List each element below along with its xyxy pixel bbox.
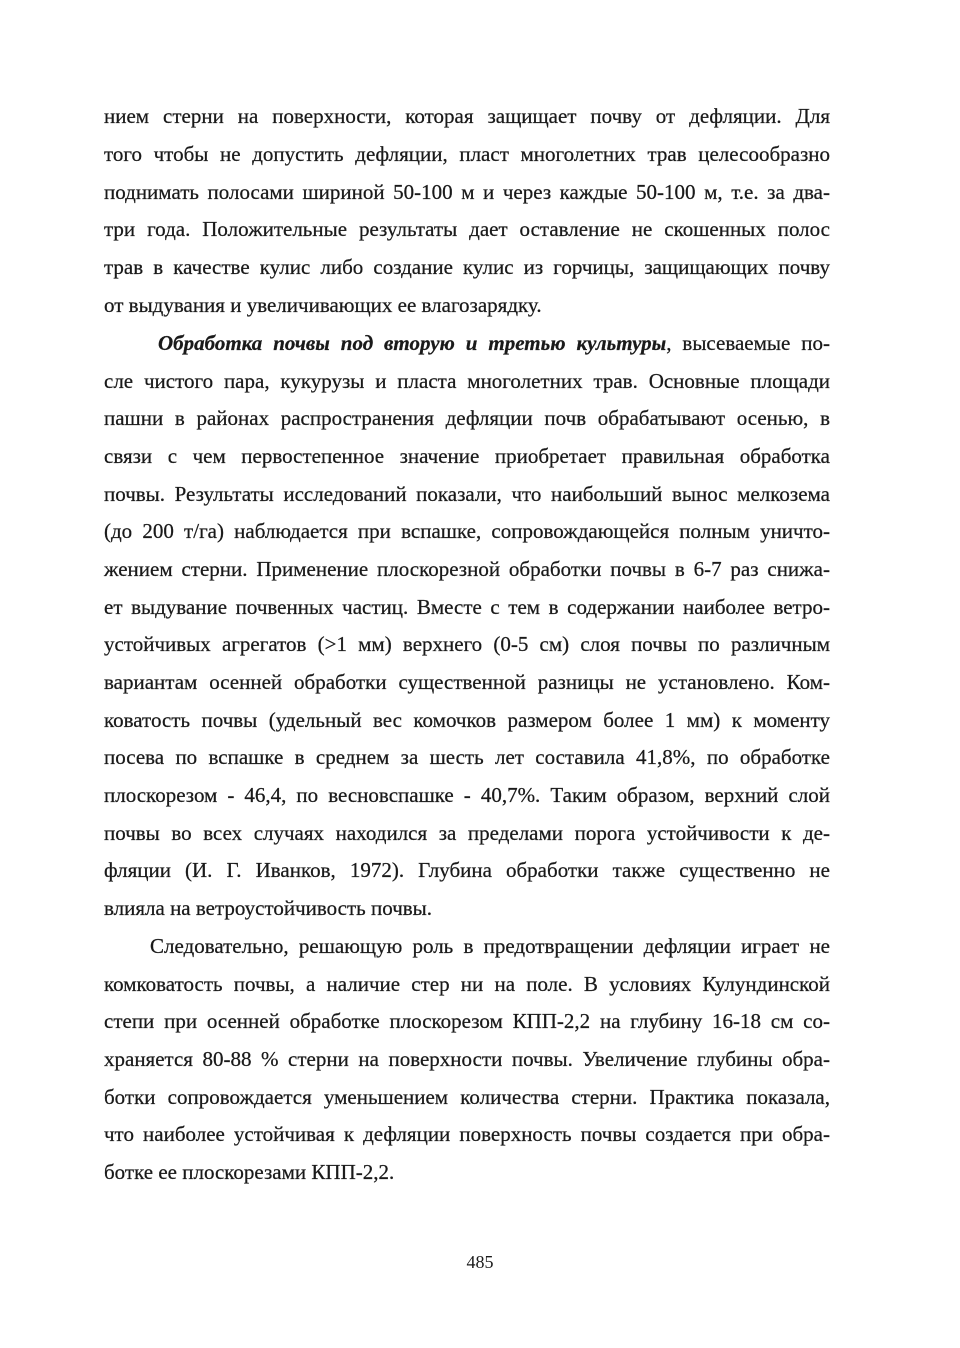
text-line: что наиболее устойчивая к дефляции поверхность почвы создается при обра-: [104, 1122, 830, 1146]
text-line: трав в качестве кулис либо создание кулис из горчицы, защищающих почву: [104, 255, 830, 279]
text-line: пашни в районах распространения дефляции почв обрабатывают осенью, в: [104, 406, 830, 430]
paragraph-first-line: Следовательно, решающую роль в предотвращении дефляции играет не: [150, 934, 830, 958]
text-line: ботке ее плоскорезами КПП-2,2.: [104, 1160, 395, 1184]
text-line: (до 200 т/га) наблюдается при вспашке, сопровождающейся полным уничто-: [104, 519, 830, 543]
text-line: фляции (И. Г. Иванков, 1972). Глубина обработки также существенно не: [104, 858, 830, 882]
text-fragment: , высеваемые по-: [666, 331, 831, 355]
text-line: от выдувания и увеличивающих ее влагозарядку.: [104, 293, 542, 317]
text-line: нием стерни на поверхности, которая защищает почву от дефляции. Для: [104, 104, 830, 128]
text-line: три года. Положительные результаты дает оставление не скошенных полос: [104, 217, 830, 241]
text-line: комковатость почвы, а наличие стер ни на поле. В условиях Кулундинской: [104, 972, 830, 996]
text-line: устойчивых агрегатов (>1 мм) верхнего (0-5 см) слоя почвы по различным: [104, 632, 830, 656]
text-line: почвы. Результаты исследований показали, что наибольший вынос мелкозема: [104, 482, 830, 506]
paragraph-first-line: [158, 330, 830, 356]
text-line: плоскорезом - 46,4, по весновспашке - 40,7%. Таким образом, верхний слой: [104, 783, 830, 807]
text-line: вариантам осенней обработки существенной разницы не установлено. Ком-: [104, 670, 830, 694]
text-line: почвы во всех случаях находился за пределами порога устойчивости к де-: [104, 821, 830, 845]
text-line: храняется 80-88 % стерни на поверхности почвы. Увеличение глубины обра-: [104, 1047, 830, 1071]
text-line: влияла на ветроустойчивость почвы.: [104, 896, 433, 920]
text-line: связи с чем первостепенное значение приобретает правильная обработка: [104, 444, 830, 468]
text-line: ботки сопровождается уменьшением количества стерни. Практика показала,: [104, 1085, 830, 1109]
text-line: ет выдувание почвенных частиц. Вместе с тем в содержании наиболее ветро-: [104, 595, 830, 619]
text-line: коватость почвы (удельный вес комочков размером более 1 мм) к моменту: [104, 708, 830, 732]
text-line: того чтобы не допустить дефляции, пласт многолетних трав целесообразно: [104, 142, 830, 166]
section-heading: Обработка почвы под вторую и третью культуры: [158, 331, 667, 355]
text-line: жением стерни. Применение плоскорезной обработки почвы в 6-7 раз снижа-: [104, 557, 830, 581]
text-line: степи при осенней обработке плоскорезом КПП-2,2 на глубину 16-18 см со-: [104, 1009, 830, 1033]
text-line: сле чистого пара, кукурузы и пласта многолетних трав. Основные площади: [104, 369, 830, 393]
text-line: поднимать полосами шириной 50-100 м и через каждые 50-100 м, т.е. за два-: [104, 180, 830, 204]
page-number: 485: [466, 1252, 494, 1272]
text-line: посева по вспашке в среднем за шесть лет составила 41,8%, по обработке: [104, 745, 830, 769]
